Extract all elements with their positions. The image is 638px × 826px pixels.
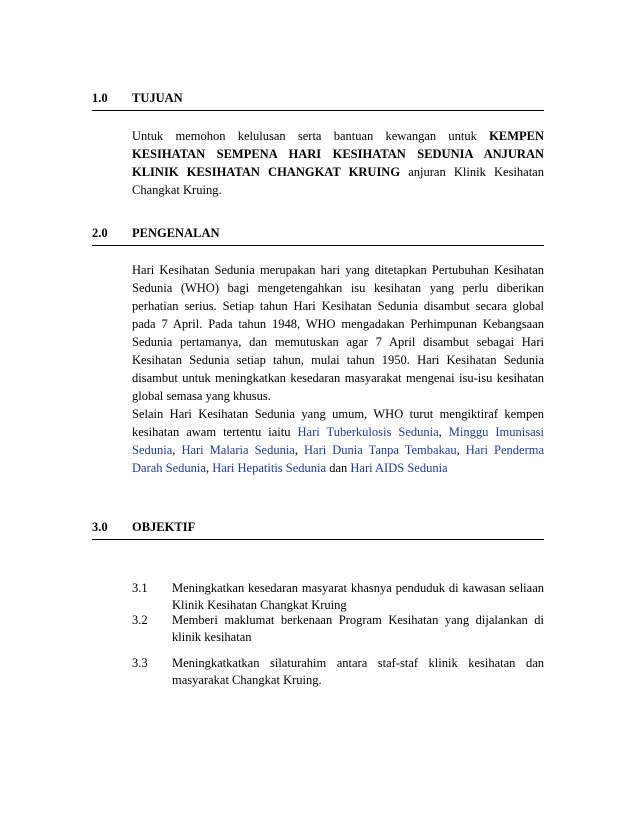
objective-number: 3.2	[132, 613, 148, 627]
link-hari-malaria[interactable]: Hari Malaria Sedunia	[181, 443, 295, 457]
section-number: 2.0	[92, 226, 108, 240]
tujuan-text-bold: KEMPEN KESIHATAN SEMPENA HARI KESIHATAN SEDUNIA ANJURAN KLINIK KESIHATAN CHANGKAT KRUING	[132, 129, 545, 179]
objective-number: 3.3	[132, 656, 148, 670]
objective-text: Meningkatkan kesedaran masyarat khasnya penduduk di kawasan seliaan Klinik Kesihatan Changkat Kruing	[172, 581, 544, 612]
pengenalan-paragraph-1: Hari Kesihatan Sedunia merupakan hari yang ditetapkan Pertubuhan Kesihatan Sedunia (WHO) bagi mengetengahkan isu kesihatan yang perlu diberikan perhatian serius. Setiap tahun Hari Kesihatan Sedunia disambut secara global pada 7 April. Pada tahun 1948, WHO mengadakan Perhimpunan Kebangsaan Sedunia pertamanya, dan memutuskan agar 7 April disambut sebagai Hari Kesihatan Sedunia setiap tahun, mulai tahun 1950. Hari Kesihatan Sedunia disambut untuk meningkatkan kesedaran masyarakat mengenai isu-isu kesihatan global semasa yang khusus.	[132, 263, 544, 403]
comma-separator: ,	[456, 443, 460, 457]
tujuan-text-a: Untuk memohon kelulusan serta bantuan kewangan untuk	[132, 129, 477, 143]
objective-text: Meningkatkatkan silaturahim antara staf-staf klinik kesihatan dan masyarakat Changkat Kruing.	[172, 656, 544, 687]
section-heading-pengenalan	[92, 225, 544, 246]
objective-number: 3.1	[132, 581, 148, 595]
comma-separator: ,	[294, 443, 298, 457]
link-hari-penderma-darah[interactable]: Hari Penderma Darah Sedunia	[132, 443, 544, 475]
section-title: TUJUAN	[132, 91, 183, 105]
section-heading-tujuan	[92, 90, 544, 111]
link-hari-tuberkulosis[interactable]: Hari Tuberkulosis Sedunia	[297, 425, 439, 439]
link-hari-aids[interactable]: Hari AIDS Sedunia	[350, 461, 448, 475]
link-hari-hepatitis[interactable]: Hari Hepatitis Sedunia	[212, 461, 327, 475]
section-title: OBJEKTIF	[132, 520, 196, 534]
comma-separator: ,	[205, 461, 210, 475]
comma-separator: ,	[172, 443, 176, 457]
link-hari-dunia-tanpa-tembakau[interactable]: Hari Dunia Tanpa Tembakau	[304, 443, 457, 457]
link-minggu-imunisasi[interactable]: Minggu Imunisasi Sedunia	[132, 425, 544, 457]
section-title: PENGENALAN	[132, 226, 220, 240]
tujuan-paragraph	[132, 127, 544, 199]
objective-text: Memberi maklumat berkenaan Program Kesihatan yang dijalankan di klinik kesihatan	[172, 613, 544, 644]
pengenalan-paragraph-2	[132, 405, 544, 477]
section-heading-objektif	[92, 519, 544, 540]
and-separator: dan	[329, 461, 348, 475]
section-number: 1.0	[92, 91, 108, 105]
pengenalan-text-a: Selain Hari Kesihatan Sedunia yang umum, WHO turut mengiktiraf kempen kesihatan awam tertentu iaitu	[132, 407, 544, 439]
section-number: 3.0	[92, 520, 108, 534]
tujuan-text-b: anjuran Klinik Kesihatan Changkat Kruing.	[132, 165, 544, 197]
comma-separator: ,	[438, 425, 442, 439]
